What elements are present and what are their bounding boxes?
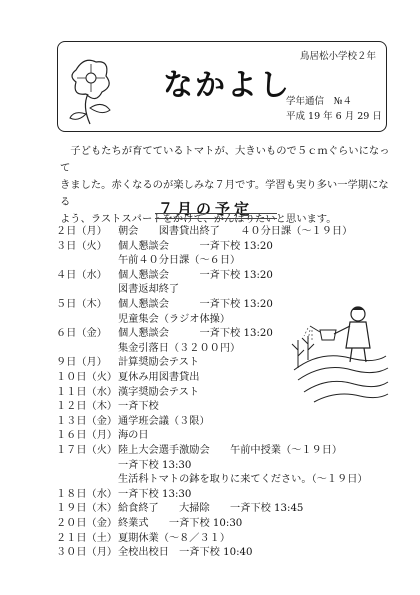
- schedule-event: 漢字奨励会テスト: [118, 386, 200, 398]
- schedule-event: 個人懇談会 一斉下校 13:20: [118, 269, 273, 281]
- schedule-date: ２０日（金）: [56, 518, 118, 529]
- schedule-date: １９日（木）: [56, 503, 118, 515]
- schedule-event: 個人懇談会 一斉下校 13:20: [118, 240, 273, 252]
- schedule-date: １２日（木）: [56, 401, 118, 413]
- school-name: 鳥居松小学校２年: [299, 51, 376, 62]
- schedule-event: 陸上大会選手激励会 午前中授業（～１９日）: [118, 445, 343, 456]
- newsletter-title: なかよし: [163, 68, 291, 103]
- schedule-date: ３０日（月）: [56, 547, 118, 559]
- intro-line: 子どもたちが育てているトマトが、大きいもので５ｃｍぐらいになって: [60, 145, 390, 174]
- schedule-event: 午前４０分日課（～６日）: [118, 255, 241, 267]
- schedule-event: 計算奨励会テスト: [118, 357, 200, 369]
- intro-line: きました。赤くなるのが楽しみな７月です。学習も実り多い一学期になる: [60, 179, 389, 208]
- schedule-date: ２１日（土）: [56, 532, 118, 544]
- schedule-event: 図書返却終了: [118, 284, 180, 296]
- schedule-date: ２日（月）: [56, 226, 107, 237]
- schedule-date: ９日（月）: [56, 357, 107, 369]
- issue-number: 学年通信 №４: [286, 96, 352, 107]
- schedule-date: １１日（水）: [56, 386, 118, 398]
- section-title: [158, 198, 253, 219]
- schedule-event: 児童集会（ラジオ体操）: [118, 313, 231, 325]
- schedule-event: 個人懇談会 一斉下校 13:20: [118, 299, 273, 310]
- schedule-event: 海の日: [118, 430, 149, 442]
- schedule-event: 夏期休業（～８／３１）: [118, 532, 231, 544]
- schedule-event: 一斉下校 13:30: [118, 459, 192, 471]
- schedule-date: １７日（火）: [56, 445, 118, 456]
- schedule-date: １６日（月）: [56, 430, 118, 442]
- schedule-date: ５日（木）: [56, 299, 107, 310]
- section-title-text: ７月の予定: [158, 200, 254, 218]
- schedule-date: ４日（水）: [56, 269, 107, 281]
- schedule-date: ６日（金）: [56, 328, 107, 340]
- child-watering-plants-illustration: [290, 300, 390, 410]
- schedule-event: 給食終了 大掃除 一斉下校 13:45: [118, 503, 304, 515]
- schedule-date: ３日（火）: [56, 240, 107, 252]
- schedule-event: 一斉下校 13:30: [118, 488, 192, 500]
- schedule-event: 個人懇談会 一斉下校 13:20: [118, 328, 273, 340]
- schedule-event: 生活科トマトの鉢を取りに来てください。（～１９日）: [118, 474, 368, 486]
- title-underline: [155, 213, 277, 219]
- schedule-event: 終業式 一斉下校 10:30: [118, 518, 243, 529]
- schedule-date: １０日（火）: [56, 372, 118, 383]
- schedule-event: 通学班会議（３限）: [118, 415, 210, 427]
- morning-glory-icon: [66, 50, 116, 126]
- schedule-event: 一斉下校: [118, 401, 159, 413]
- schedule-date: １３日（金）: [56, 415, 118, 427]
- issue-date: 平成 19 年 6 月 29 日: [286, 111, 382, 122]
- intro-line: よう、ラストスパートをかけて、がんばりたいと思います。: [60, 213, 337, 225]
- schedule-event: 夏休み用図書貸出: [118, 372, 200, 383]
- schedule-event: 集金引落日（３２００円）: [118, 342, 241, 354]
- schedule-date: １８日（水）: [56, 488, 118, 500]
- newsletter-header: [57, 41, 387, 132]
- schedule-event: 全校出校日 一斉下校 10:40: [118, 547, 253, 559]
- schedule-event: 朝会 図書貸出終了 ４０分日課（～１９日）: [118, 226, 353, 237]
